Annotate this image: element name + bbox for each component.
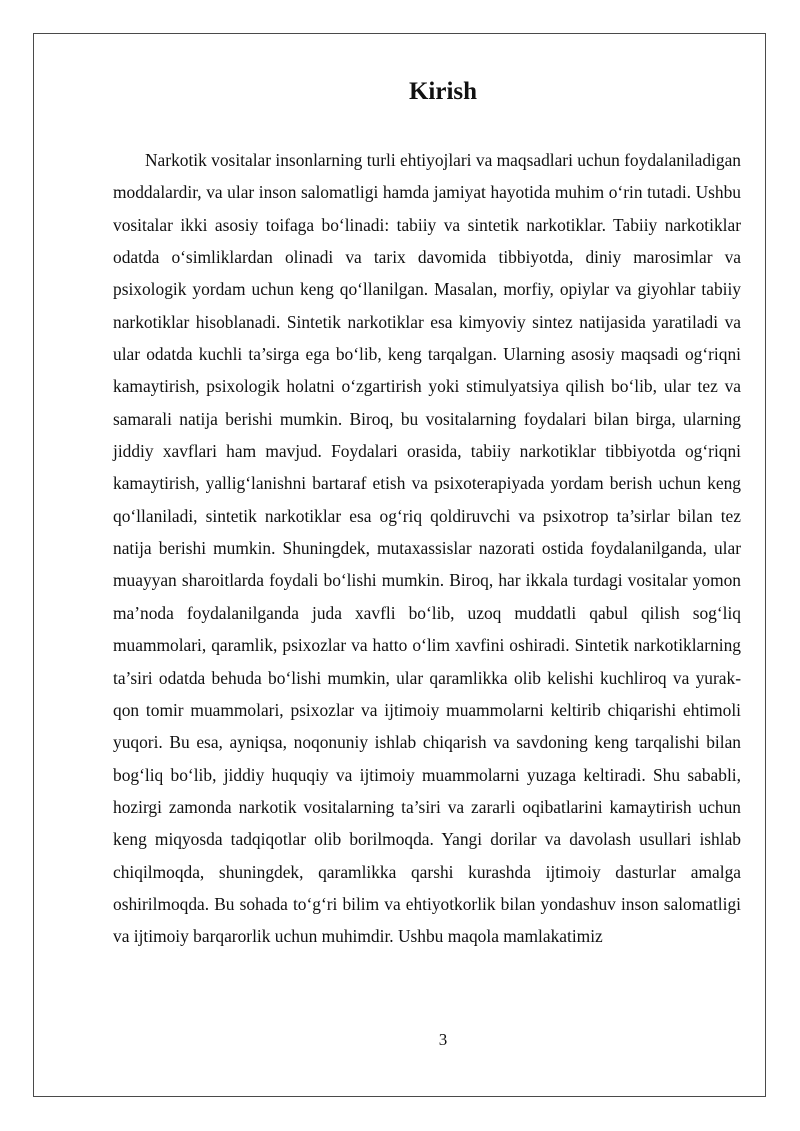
- body-paragraph: Narkotik vositalar insonlarning turli ehtiyojlari va maqsadlari uchun foydalaniladigan moddalardir, va ular inson salomatligi hamda jamiyat hayotida muhim o‘rin tutadi. Ushbu vositalar ikki asosiy toifaga bo‘linadi: tabiiy va sintetik narkotiklar. Tabiiy narkotiklar odatda o‘simliklardan olinadi va tarix davomida tibbiyotda, diniy marosimlar va psixologik yordam uchun keng qo‘llanilgan. Masalan, morfiy, opiylar va giyohlar tabiiy narkotiklar hisoblanadi. Sintetik narkotiklar esa kimyoviy sintez natijasida yaratiladi va ular odatda kuchli ta’sirga ega bo‘lib, keng tarqalgan. Ularning asosiy maqsadi og‘riqni kamaytirish, psixologik holatni o‘zgartirish yoki stimulyatsiya qilish bo‘lib, ular tez va samarali natija berishi mumkin. Biroq, bu vositalarning foydalari bilan birga, ularning jiddiy xavflari ham mavjud. Foydalari orasida, tabiiy narkotiklar tibbiyotda og‘riqni kamaytirish, yallig‘lanishni bartaraf etish va psixoterapiyada yordam berish uchun keng qo‘llaniladi, sintetik narkotiklar esa og‘riq qoldiruvchi va psixotrop ta’sirlar bilan tez natija berishi mumkin. Shuningdek, mutaxassislar nazorati ostida foydalanilganda, ular muayyan sharoitlarda foydali bo‘lishi mumkin. Biroq, har ikkala turdagi vositalar yomon ma’noda foydalanilganda juda xavfli bo‘lib, uzoq muddatli qabul qilish sog‘liq muammolari, qaramlik, psixozlar va hatto o‘lim xavfini oshiradi. Sintetik narkotiklarning ta’siri odatda behuda bo‘lishi mumkin, ular qaramlikka olib kelishi kuchliroq va yurak-qon tomir muammolari, psixozlar va ijtimoiy muammolarni keltirib chiqarishi ehtimoli yuqori. Bu esa, ayniqsa, noqonuniy ishlab chiqarish va savdoning keng tarqalishi bilan bog‘liq bo‘lib, jiddiy huquqiy va ijtimoiy muammolarni yuzaga keltiradi. Shu sababli, hozirgi zamonda narkotik vositalarning ta’siri va zararli oqibatlarini kamaytirish uchun keng miqyosda tadqiqotlar olib borilmoqda. Yangi dorilar va davolash usullari ishlab chiqilmoqda, shuningdek, qaramlikka qarshi kurashda ijtimoiy dasturlar amalga oshirilmoqda. Bu sohada to‘g‘ri bilim va ehtiyotkorlik bilan yondashuv inson salomatligi va ijtimoiy barqarorlik uchun muhimdir. Ushbu maqola mamlakatimiz: [113, 150, 741, 947]
- page-title: Kirish: [408, 78, 478, 105]
- page-number: 3: [438, 1030, 448, 1049]
